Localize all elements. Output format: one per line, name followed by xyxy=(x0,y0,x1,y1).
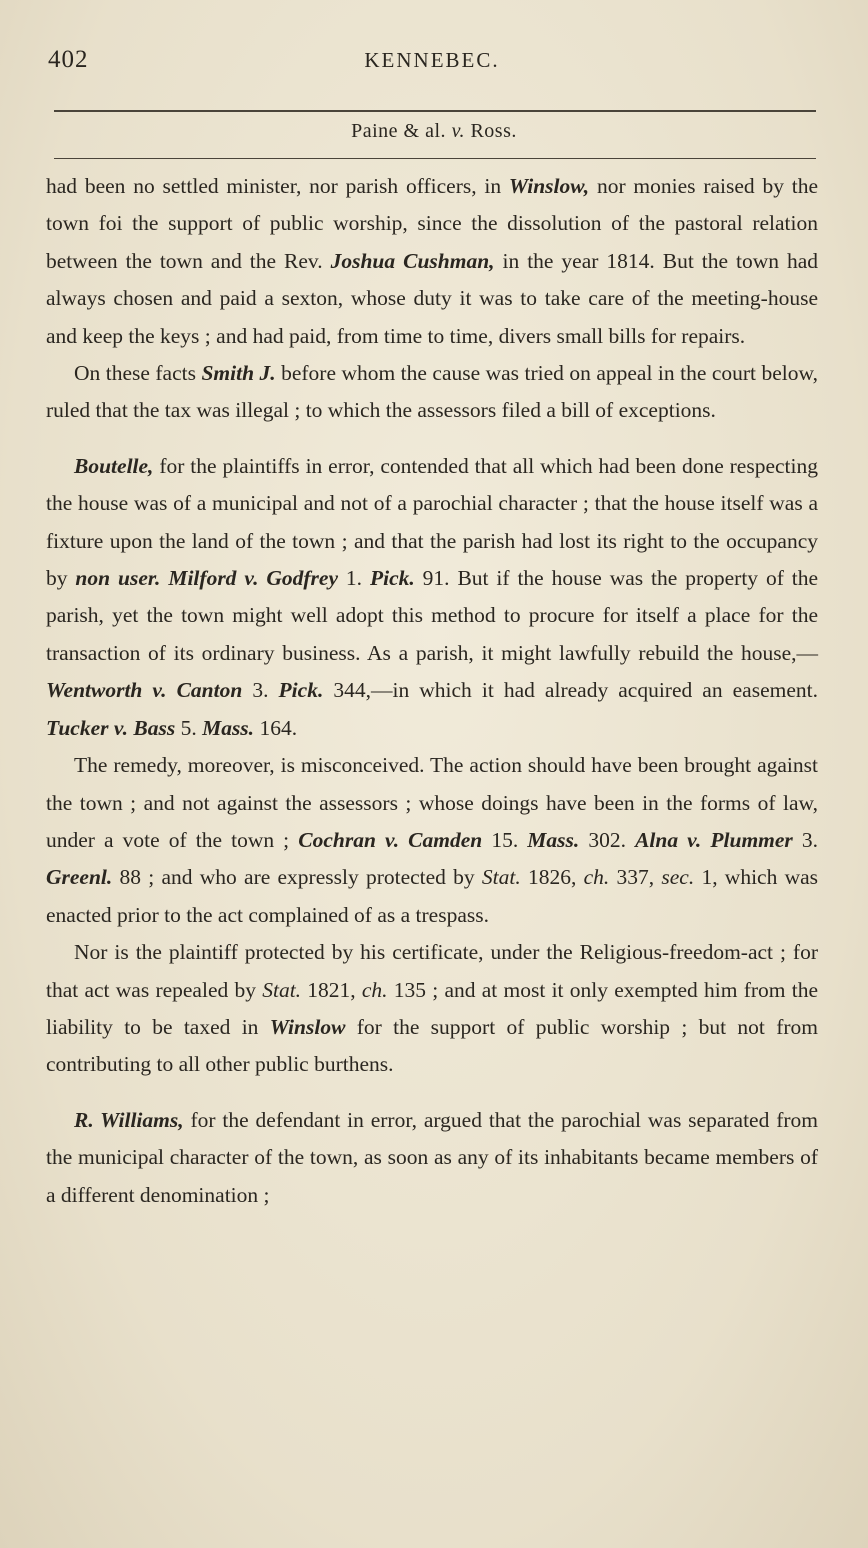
reporter-abbrev: Mass. xyxy=(202,715,255,740)
reporter-abbrev: Pick. xyxy=(369,566,415,591)
text-span: for the support of public worship ; but not from contributing to all other public burthens. xyxy=(46,1014,818,1077)
case-citation: Cochran v. Camden xyxy=(298,827,483,852)
text-span: 344,—in which it had already acquired an easement. xyxy=(323,678,818,703)
text-span: 5. xyxy=(175,715,203,740)
text-span: in the year 1814. But the town had always chosen and paid a sexton, whose duty it was to take care of the meeting-house and keep the keys ; and had paid, from time to time, divers small bills for repairs. xyxy=(46,248,818,348)
text-span: nor monies raised by the town foi the support of public worship, since the dissolution of the pastoral relation between the town and the Rev. xyxy=(46,174,819,273)
paragraph-1 xyxy=(46,168,818,355)
paragraph-4 xyxy=(46,747,818,934)
running-title: KENNEBEC. xyxy=(364,48,500,72)
text-span: 91. But if the house was the property of the parish, yet the town might well adopt this method to procure for itself a place for the transaction of its ordinary business. As a parish, it might lawfully rebuild the house,— xyxy=(46,566,819,665)
bottom-rule xyxy=(54,158,816,159)
text-span: On these facts xyxy=(74,361,202,386)
place-name: Winslow xyxy=(269,1014,346,1039)
statute-abbrev: Stat. xyxy=(481,865,521,890)
text-span: 302. xyxy=(579,827,636,852)
statute-abbrev: Stat. xyxy=(262,977,302,1002)
case-party-2: Ross. xyxy=(470,120,517,142)
running-head xyxy=(48,46,816,80)
chapter-abbrev: ch. xyxy=(361,977,388,1002)
reporter-abbrev: Mass. xyxy=(527,827,580,852)
text-span: 15. xyxy=(482,827,528,852)
text-span: 3. xyxy=(242,678,279,703)
paragraph-5 xyxy=(46,934,818,1084)
body-text xyxy=(46,168,818,1214)
case-citation: Wentworth v. Canton xyxy=(46,678,243,703)
text-span: had been no settled minister, nor parish officers, in xyxy=(46,174,509,198)
top-rule xyxy=(54,110,816,112)
text-span: The remedy, moreover, is misconceived. The action should have been brought against the town ; and not against the assessors ; whose doings have been in the forms of law, under a vote of the town ; xyxy=(46,753,818,852)
case-versus: v. xyxy=(451,120,465,142)
text-span: before whom the cause was tried on appeal in the court below, ruled that the tax was illegal ; to which the assessors filed a bill of exceptions. xyxy=(46,361,818,423)
case-citation: Milford v. Godfrey xyxy=(168,566,339,591)
text-span: for the plaintiffs in error, contended that all which had been done respecting the house was of a municipal and not of a parochial character ; that the house itself was a fixture upon the land of the town ; and that the parish had lost its right to the occupancy by xyxy=(46,453,818,591)
case-citation: Tucker v. Bass xyxy=(46,715,176,740)
text-span: 3. xyxy=(792,827,819,852)
text-span: 164. xyxy=(254,715,298,740)
paragraph-2 xyxy=(46,355,818,430)
text-span: Nor is the plaintiff protected by his certificate, under the Religious-freedom-act ; for that act was repealed by xyxy=(46,940,818,1002)
text-span: 1826, xyxy=(520,865,584,890)
paragraph-3 xyxy=(46,448,818,747)
case-title xyxy=(0,120,868,143)
reporter-abbrev: Greenl. xyxy=(46,865,113,890)
judge-name: Smith J. xyxy=(201,361,276,386)
case-party-1: Paine & al. xyxy=(351,120,447,142)
section-abbrev: sec. xyxy=(661,865,695,890)
text-span: 135 ; and at most it only exempted him from the liability to be taxed in xyxy=(46,977,818,1039)
chapter-abbrev: ch. xyxy=(583,865,610,890)
person-name: Joshua Cushman, xyxy=(330,248,495,273)
page-number: 402 xyxy=(48,46,89,73)
counsel-name: Boutelle, xyxy=(74,453,154,478)
text-span: 1821, xyxy=(301,977,362,1002)
text-span: 1. xyxy=(338,566,370,591)
case-citation: Alna v. Plummer xyxy=(635,827,793,852)
text-span: 1, which was enacted prior to the act complained of as a trespass. xyxy=(46,865,819,927)
text-span: 88 ; and who are expressly protected by xyxy=(112,865,482,890)
text-span: 337, xyxy=(609,865,662,890)
counsel-name: R. Williams, xyxy=(74,1107,184,1132)
place-name: Winslow, xyxy=(508,174,590,198)
paragraph-6 xyxy=(46,1102,818,1214)
legal-term: non user. xyxy=(75,566,161,591)
reporter-abbrev: Pick. xyxy=(278,678,324,703)
text-span: for the defendant in error, argued that the parochial was separated from the municipal character of the town, as soon as any of its inhabitants became members of a different denomination ; xyxy=(46,1107,818,1207)
